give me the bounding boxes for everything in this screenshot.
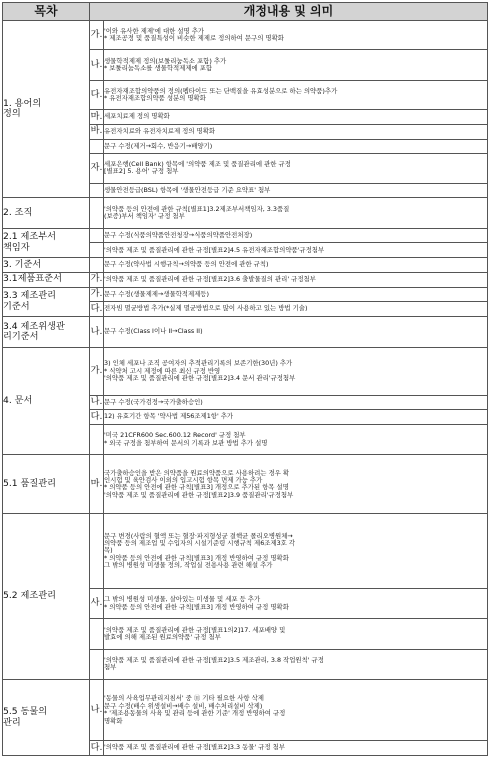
revision-text-line: 전자빔 멸균방법 추가(*실제 멸균방법으로 많이 사용하고 있는 방법 기술)	[104, 304, 308, 313]
item-marker	[90, 425, 104, 455]
item-marker: 나.	[90, 50, 104, 80]
revision-text-line: 문구 수정(생물제제→생물학적제제등)	[104, 289, 209, 298]
section-title	[3, 272, 90, 287]
revision-text-line: 문구 수정(국가검정→국가출하승인)	[104, 397, 203, 406]
revision-content	[104, 741, 488, 756]
revision-text-line: 세포은행(Cell Bank) 항목에 '의약품 제조 및 품질관리에 관한 규정	[104, 160, 291, 169]
table-row	[3, 680, 488, 741]
revision-text-line: * '제조용동물의 사육 및 관리 등에 관한 기준' 개정 반영하여 규정	[104, 709, 286, 718]
revision-text-line: '의약품 제조 및 품질관리에 관한 규정[별표2]3.5 제조관리, 3.8 작업원칙' 규정	[104, 656, 324, 664]
revision-content	[104, 680, 488, 741]
revision-content	[104, 243, 488, 258]
revision-text-line: * 유전자재조합의약품 성분의 명확화	[104, 94, 206, 103]
revision-text-line: 목)	[104, 546, 113, 555]
item-marker	[90, 198, 104, 228]
item-marker: 바.	[90, 124, 104, 139]
revision-content	[104, 455, 488, 514]
revision-content	[104, 110, 488, 125]
revision-text-line: 그 밖의 병원성 미생물 정의, 작업실 전용사용 관련 해설 추가	[104, 561, 273, 570]
section-title-line: 관리	[3, 716, 21, 728]
revision-text-line: [별표2] 5. 용어' 규정 첨부	[104, 167, 179, 176]
item-marker: 가.	[90, 348, 104, 395]
revision-content	[104, 316, 488, 348]
section-title-line: 5.1 품질관리	[3, 478, 57, 490]
section-title	[3, 258, 90, 273]
section-title-line: 2. 조직	[3, 206, 33, 218]
section-title-line: 3. 기준서	[3, 258, 42, 270]
revision-content	[104, 80, 488, 109]
section-title-line: 4. 문서	[3, 395, 33, 407]
section-title-line: 3.3 제조관리	[3, 290, 57, 302]
revision-content	[104, 154, 488, 183]
revision-text-line: * 식약처 고시 제정에 따른 최신 규정 반영	[104, 366, 221, 375]
revision-content	[104, 183, 488, 198]
revision-text-line: * 보툴리눔독소를 생물학적제제에 포함	[104, 64, 213, 73]
revision-text-line: 문구 수정(약사법 시행규칙→의약품 등의 안전에 관한 규칙)	[104, 260, 269, 269]
revision-content	[104, 410, 488, 425]
table-row	[3, 198, 488, 228]
revision-content	[104, 348, 488, 395]
item-marker: 가.	[90, 21, 104, 50]
revision-text-line: '미국 21CFR600 Sec.600.12 Record' 규정 첨부	[104, 431, 246, 440]
item-marker	[90, 258, 104, 273]
revision-text-line: 3) 인체 세포나 조직 공여자의 추적관리기록의 보존기한(30년) 추가	[104, 359, 293, 368]
table-row	[3, 228, 488, 243]
revision-text-line: 12) 유효기간 항목 '약사법 제56조제1항' 추가	[104, 412, 234, 421]
revision-text-line: 문구 변경(사람의 혈액 또는 혈장·파지형성균 결핵균 폴리오병원체→	[104, 531, 293, 540]
revision-text-line: * 제조공정 및 품질특성이 비슷한 제제로 정의하여 문구의 명확화	[104, 34, 284, 43]
revision-content	[104, 198, 488, 228]
header-content: 개정내용 및 의미	[90, 3, 488, 21]
table-body	[3, 21, 488, 756]
item-marker: 가.	[90, 272, 104, 287]
revision-text-line: '의약품 제조 및 품질관리에 관한 규정[별표2]3.9 품질관리'규정첨부	[104, 490, 294, 499]
revision-text-line: 문구 수정(Class I이나 II→Class II)	[104, 327, 203, 336]
revision-text-line: * 외국 규정을 첨부하여 문서의 기록과 보관 방법 추가 설명	[104, 438, 268, 447]
item-marker	[90, 514, 104, 589]
revision-content	[104, 272, 488, 287]
table-row	[3, 455, 488, 514]
item-marker: 다.	[90, 80, 104, 109]
revision-content	[104, 287, 488, 302]
section-title	[3, 21, 90, 198]
revision-content	[104, 588, 488, 618]
item-marker	[90, 243, 104, 258]
revision-text-line: 생물학적제제 정의(보툴리눔독소 포함) 추가	[104, 56, 227, 65]
revision-text-line: 유전자치료와 유전자치료제 정의 명확화	[104, 127, 216, 136]
revision-content	[104, 649, 488, 679]
section-title-line: 기준서	[3, 300, 30, 312]
table-row	[3, 258, 488, 273]
revision-content	[104, 258, 488, 273]
revision-text-line: * 의약품 등의 안전에 관한 규칙[별표3] 개정으로 추가된 항목 설명	[104, 483, 289, 492]
revision-text-line: '의약품 등의 안전에 관한 규칙[별표1]3.2제조부서책임자, 3.3품질	[104, 204, 290, 213]
table-row	[3, 348, 488, 395]
revision-text-line: 문구 수정(배수 위생설비→배수 설비, 배수처리설비 삭제)	[104, 701, 263, 710]
item-marker: 마.	[90, 455, 104, 514]
table-row	[3, 514, 488, 589]
revision-text-line: '동물의 사육업무관리지침서' 중 ⑪ 기타 필요한 사항 삭제	[104, 694, 264, 703]
section-title	[3, 198, 90, 228]
revision-text-line: 첨부	[104, 663, 117, 672]
revision-text-line: (보증)부서 책임자' 규정 첨부	[104, 212, 185, 221]
revision-text-line: 그 밖의 병원성 미생물, 살아있는 미생물 및 세포 등 추가	[104, 595, 261, 604]
section-title-line: 5.2 제조관리	[3, 590, 57, 602]
revision-content	[104, 619, 488, 649]
item-marker: 다.	[90, 302, 104, 317]
revision-text-line: '이와 유사한 제제'에 대한 설명 추가	[104, 26, 205, 35]
revision-content	[104, 124, 488, 139]
section-title-line: 책임자	[3, 241, 30, 253]
revision-text-line: '의약품 제조 및 품질관리에 관한 규정[별표2]3.6 출발물질의 관리' 규정첨부	[104, 274, 316, 283]
revision-text-line: '의약품 제조 및 품질관리에 관한 규정[별표2]4.5 유전자재조합의약품'규정첨부	[104, 245, 325, 254]
header-toc: 목차	[3, 3, 90, 21]
item-marker: 자.	[90, 154, 104, 183]
table-row	[3, 287, 488, 302]
revision-content	[104, 139, 488, 154]
item-marker	[90, 183, 104, 198]
revision-text-line: 생물안전등급(BSL) 항목에 '생물안전등급 기준 요약표' 첨부	[104, 185, 271, 194]
section-title-line: 5.5 동물의	[3, 705, 48, 717]
table-row	[3, 316, 488, 348]
section-title	[3, 514, 90, 680]
revision-content	[104, 50, 488, 80]
revision-content	[104, 425, 488, 455]
revision-text-line: 문구 수정(제거→회수, 반응기→배양기)	[104, 141, 213, 150]
section-title	[3, 680, 90, 756]
revision-text-line: 국가출하승인을 받은 의약품을 원료의약품으로 사용하려는 경우 확	[104, 468, 290, 477]
item-marker: 사.	[90, 588, 104, 618]
revision-text-line: 명확화	[104, 716, 123, 725]
revision-text-line: 의약품 등의 제조업 및 수입자의 시설기준령 시행규칙 제6조제3호 각	[104, 538, 296, 547]
section-title-line: 정의	[3, 108, 21, 120]
section-title-line: 3.4 제조위생관	[3, 320, 65, 332]
item-marker	[90, 139, 104, 154]
revision-text-line: '의약품 제조 및 품질관리에 관한 규정[별표2]3.4 문서 관리'규정첨부	[104, 374, 296, 383]
item-marker: 나.	[90, 316, 104, 348]
section-title	[3, 348, 90, 455]
section-title	[3, 287, 90, 316]
revision-content	[104, 21, 488, 50]
revision-content	[104, 395, 488, 410]
item-marker: 다.	[90, 741, 104, 756]
table-row	[3, 272, 488, 287]
revision-text-line: * 의약품 등의 안전에 관한 규칙[별표3] 개정 반영하여 규정 명확화	[104, 602, 289, 611]
revision-text-line: 문구 수정(식품의약품안전청장→식품의약품안전처장)	[104, 230, 253, 239]
section-title	[3, 455, 90, 514]
revision-text-line: 세포치료제 정의 명확화	[104, 112, 170, 121]
item-marker	[90, 619, 104, 649]
section-title	[3, 316, 90, 348]
item-marker	[90, 228, 104, 243]
section-title-line: 리기준서	[3, 331, 39, 343]
section-title-line: 3.1제품표준서	[3, 273, 62, 285]
item-marker: 다.	[90, 410, 104, 425]
revision-table	[2, 2, 488, 756]
revision-text-line: 발효에 의해 제조된 원료의약품' 규정 첨부	[104, 632, 221, 641]
revision-text-line: '의약품 제조 및 품질관리에 관한 규정[별표1의2]17. 세포배양 및	[104, 625, 286, 634]
item-marker: 나.	[90, 395, 104, 410]
revision-text-line: '의약품 제조 및 품질관리에 관한 규정[별표2]3.3 동물' 규정 첨부	[104, 743, 285, 752]
revision-text-line: 유전자재조합의약품의 정의(펩타이드 또는 단백질을 유효성분으로 하는 의약품)추가	[104, 86, 338, 95]
item-marker	[90, 649, 104, 679]
item-marker: 가.	[90, 287, 104, 302]
table-row	[3, 21, 488, 50]
item-marker: 마.	[90, 110, 104, 125]
revision-content	[104, 514, 488, 589]
revision-text-line: 인시험 및 육안검사 이외의 입고시험 항목 면제 가능 추가	[104, 475, 263, 484]
section-title-line: 2.1 제조부서	[3, 231, 57, 243]
table-header-row	[3, 3, 488, 21]
revision-content	[104, 228, 488, 243]
section-title	[3, 228, 90, 257]
revision-content	[104, 302, 488, 317]
section-title-line: 1. 용어의	[3, 97, 42, 109]
revision-text-line: * 의약품 등의 안전에 관한 규칙[별표3] 개정 반영하여 규정 명확화	[104, 553, 289, 562]
item-marker: 나.	[90, 680, 104, 741]
